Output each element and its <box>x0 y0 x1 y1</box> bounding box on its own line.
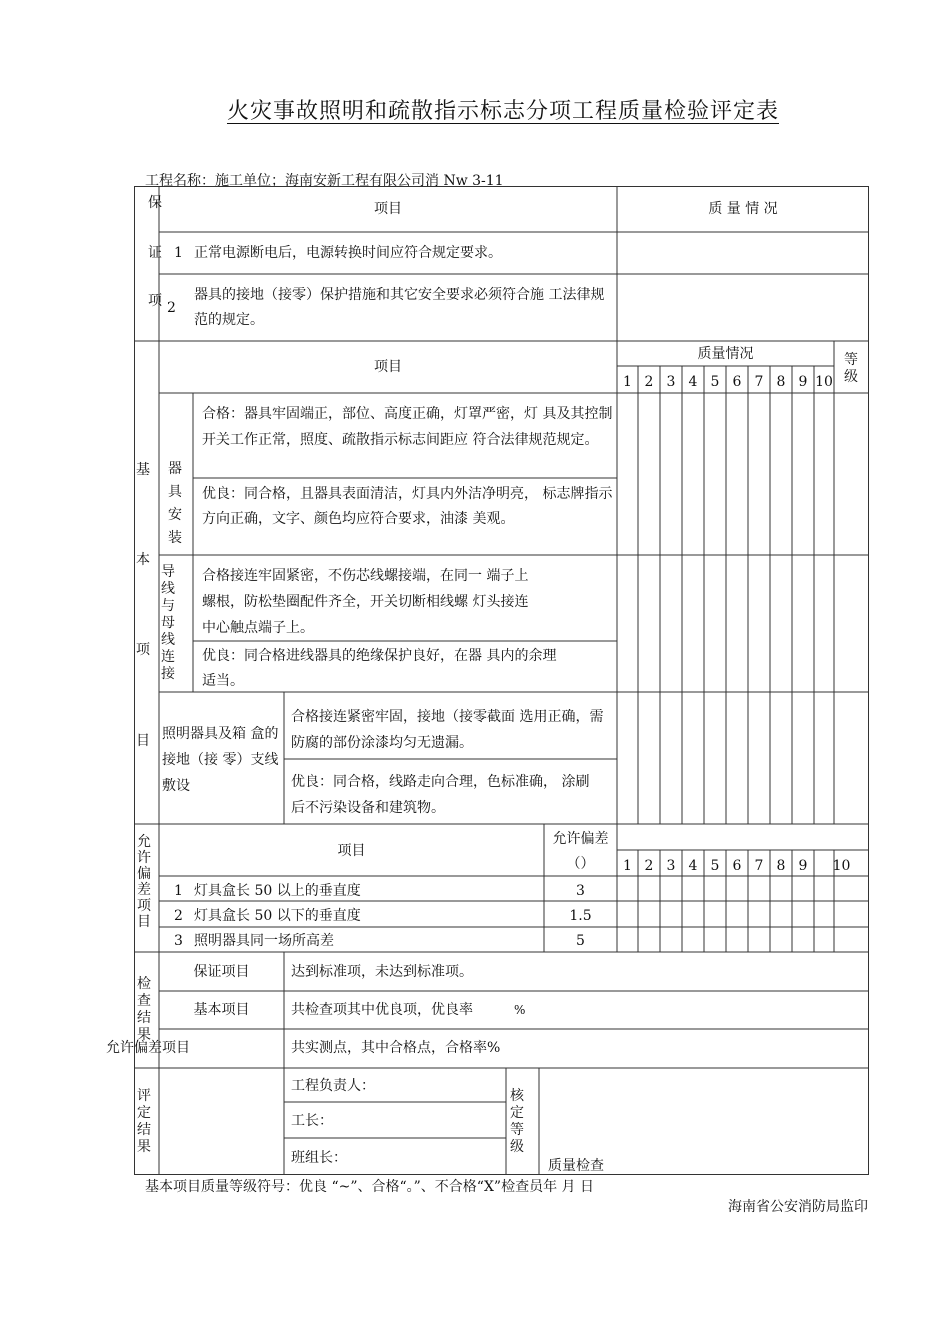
basic-side-1: 基 <box>136 462 150 478</box>
basic-header-item: 项目 <box>374 359 402 375</box>
allowed-row-1-no: 1 <box>174 883 183 899</box>
basic-side-4: 目 <box>136 733 150 749</box>
evaluation-role-3: 班组长： <box>291 1150 347 1166</box>
guarantee-row-2-text: 器具的接地（接零）保护措施和其它安全要求必须符合施 工法律规范的规定。 <box>194 287 605 328</box>
allowed-row-1-value: 3 <box>576 883 585 899</box>
basic-group-1-label: 器具安装 <box>168 461 182 546</box>
basic-side-3: 项 <box>136 642 150 658</box>
guarantee-header-quality: 质 量 情 况 <box>708 201 778 217</box>
stamp-text: 海南省公安消防局监印 <box>728 1199 868 1215</box>
guarantee-header-item: 项目 <box>374 201 402 217</box>
basic-col-7: 7 <box>754 374 764 390</box>
allowed-col-1: 1 <box>623 858 632 874</box>
guarantee-side-1: 保 <box>148 195 162 211</box>
check-row-1-text: 达到标准项，未达到标准项。 <box>291 964 473 980</box>
basic-group-3-pass: 合格接连紧密牢固，接地（接零截面 选用正确，需防腐的部份涂漆均匀无遗漏。 <box>291 709 604 751</box>
basic-col-10: 10 <box>815 374 833 390</box>
evaluation-role-2: 工长： <box>291 1113 333 1129</box>
basic-header-grade: 等级 <box>844 352 858 385</box>
basic-group-3-excellent: 优良：同合格，线路走向合理，色标准确， 涂刷后不污染设备和建筑物。 <box>291 774 590 816</box>
allowed-row-3-no: 3 <box>174 933 183 949</box>
basic-col-3: 3 <box>666 374 676 390</box>
basic-group-1-pass: 合格：器具牢固端正，部位、高度正确，灯罩严密，灯 具及其控制开关工作正常，照度、疏散指示标志间距应 符合法律规范规定。 <box>202 406 613 448</box>
evaluation-side: 评定结果 <box>137 1088 151 1155</box>
basic-col-2: 2 <box>644 374 654 390</box>
allowed-col-3: 3 <box>666 858 676 874</box>
allowed-header-unit: （） <box>566 856 595 872</box>
allowed-row-1-text: 灯具盒长 50 以上的垂直度 <box>194 883 361 899</box>
basic-group-1-excellent: 优良：同合格，且器具表面清洁，灯具内外洁净明亮， 标志牌指示方向正确，文字、颜色均应符合要求，油漆 美观。 <box>202 486 613 527</box>
project-line: 工程名称：施工单位；海南安新工程有限公司消 Nw 3-11 <box>145 173 504 189</box>
guarantee-row-2-no: 2 <box>167 300 176 316</box>
basic-group-2-excellent: 优良：同合格进线器具的绝缘保护良好，在器 具内的余理适当。 <box>202 648 557 689</box>
allowed-side: 允许偏差项目 <box>137 834 151 930</box>
evaluation-table <box>106 186 869 1176</box>
basic-group-3-label: 照明器具及箱 盒的接地（接 零）支线敷设 <box>162 726 279 794</box>
basic-col-8: 8 <box>776 374 786 390</box>
basic-col-4: 4 <box>688 374 698 390</box>
basic-col-6: 6 <box>732 374 742 390</box>
title-text: 火灾事故照明和疏散指示标志分项工程质量检验评定表 <box>226 99 779 124</box>
basic-side-2: 本 <box>136 552 150 568</box>
allowed-col-9: 9 <box>798 858 808 874</box>
allowed-row-2-no: 2 <box>174 908 183 924</box>
check-side: 检查结果 <box>137 976 151 1043</box>
allowed-col-5: 5 <box>710 858 720 874</box>
allowed-col-2: 2 <box>644 858 654 874</box>
check-row-2-label: 基本项目 <box>193 1002 250 1018</box>
check-row-1-label: 保证项目 <box>193 964 250 980</box>
evaluation-role-1: 工程负责人： <box>291 1078 375 1094</box>
allowed-row-2-text: 灯具盒长 50 以下的垂直度 <box>194 908 361 924</box>
guarantee-row-1-text: 正常电源断电后，电源转换时间应符合规定要求。 <box>194 245 502 261</box>
basic-col-5: 5 <box>710 374 720 390</box>
basic-group-2-pass: 合格接连牢固紧密，不伤芯线螺接端，在同一 端子上螺根，防松垫圈配件齐全，开关切断相线螺 灯头接连中心触点端子上。 <box>202 568 529 636</box>
check-row-3-label: 允许偏差项目 <box>106 1040 190 1056</box>
guarantee-side-3: 项 <box>148 293 162 309</box>
allowed-row-3-text: 照明器具同一场所高差 <box>194 933 334 949</box>
allowed-row-3-value: 5 <box>576 933 585 949</box>
allowed-col-8: 8 <box>776 858 786 874</box>
allowed-header-dev: 允许偏差 <box>552 831 609 847</box>
basic-col-1: 1 <box>623 374 632 390</box>
guarantee-side-2: 证 <box>148 245 162 261</box>
evaluation-inspector: 质量检查 <box>548 1158 604 1174</box>
allowed-row-2-value: 1.5 <box>569 908 592 924</box>
check-row-2-text: 共检查项其中优良项，优良率 <box>291 1002 473 1018</box>
page-title <box>0 94 950 125</box>
evaluation-verify: 核定等级 <box>510 1088 524 1155</box>
allowed-col-7: 7 <box>754 858 764 874</box>
basic-header-quality: 质量情况 <box>697 346 754 362</box>
basic-col-9: 9 <box>798 374 808 390</box>
check-row-2-unit: % <box>514 1003 526 1017</box>
basic-group-2-label: 导线与母线连接 <box>161 564 175 682</box>
check-row-3-text: 共实测点，其中合格点，合格率% <box>291 1040 501 1056</box>
allowed-col-6: 6 <box>732 858 742 874</box>
allowed-col-10: 10 <box>832 858 851 874</box>
allowed-col-4: 4 <box>688 858 698 874</box>
footer-note: 基本项目质量等级符号：优良 “~”、合格“。”、不合格“X”检查员年 月 日 <box>145 1179 594 1195</box>
allowed-header-item: 项目 <box>337 843 366 859</box>
guarantee-row-1-no: 1 <box>174 245 183 261</box>
